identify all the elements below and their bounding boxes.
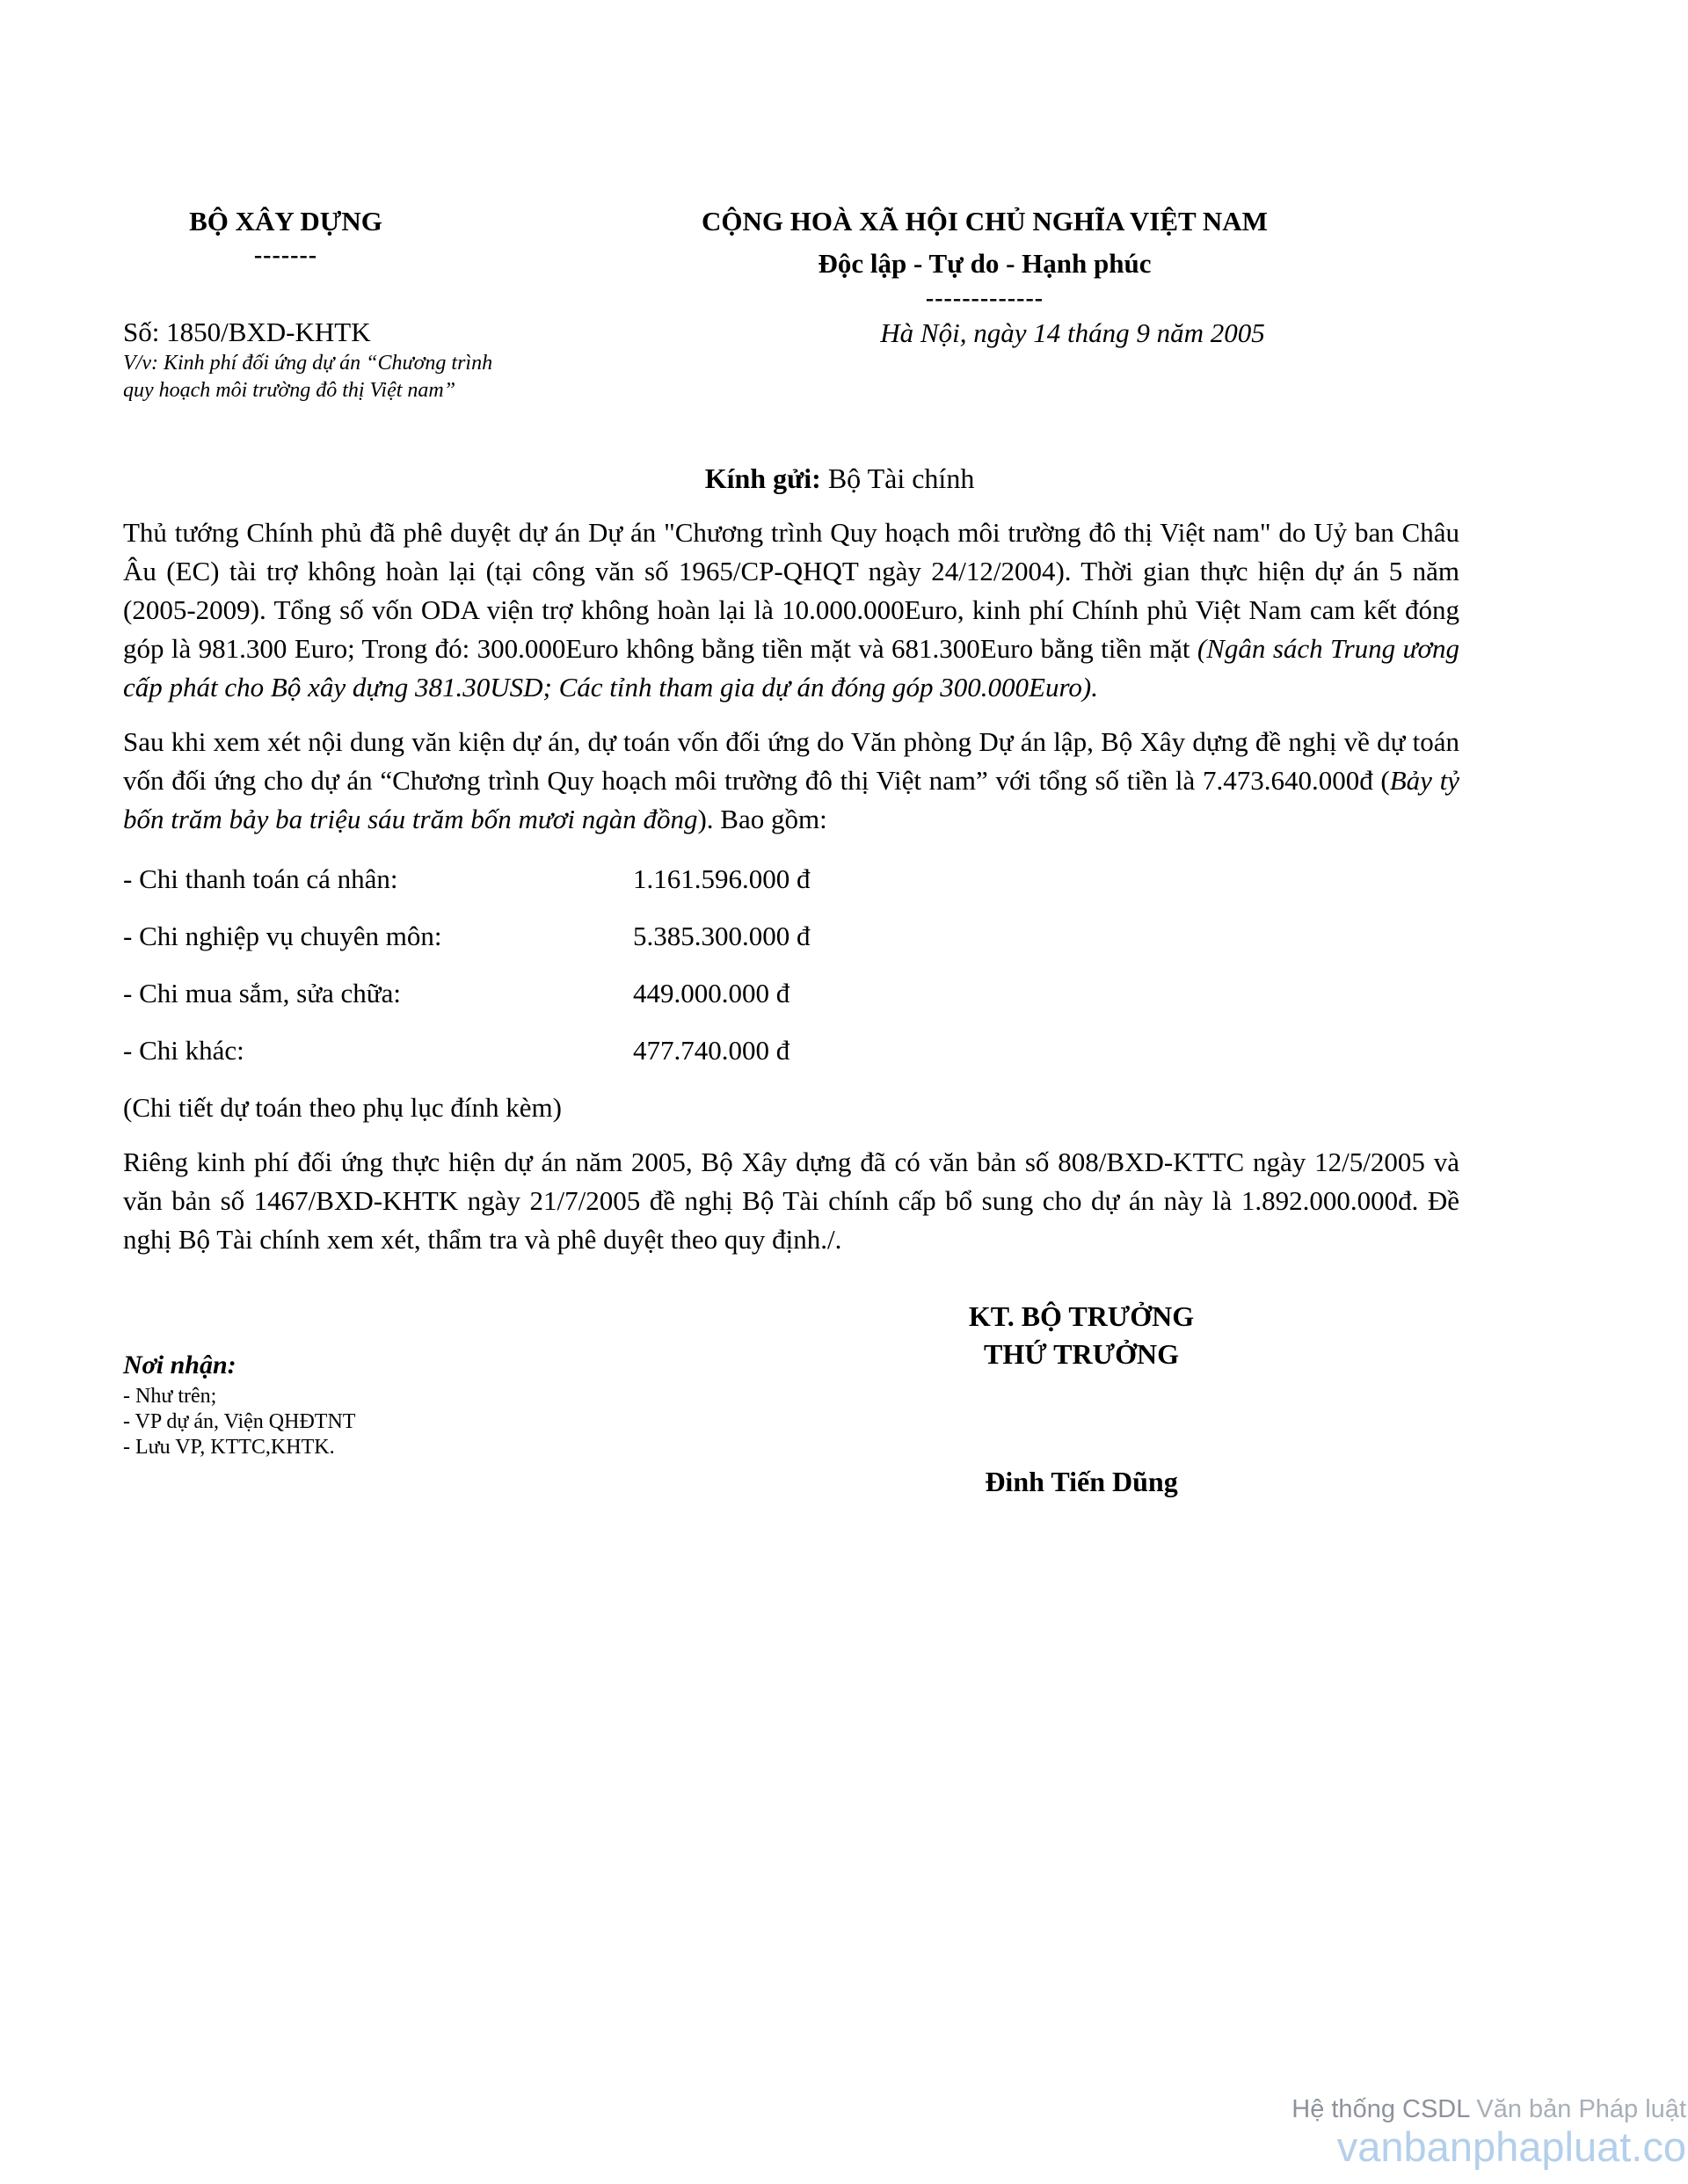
national-title: CỘNG HOÀ XÃ HỘI CHỦ NGHĨA VIỆT NAM: [702, 206, 1268, 237]
expense-label: - Chi khác:: [123, 1035, 244, 1066]
header-right-column: [589, 200, 1380, 404]
expense-amount: 1.161.596.000 đ: [633, 863, 811, 894]
paragraph-2-regular-start: Sau khi xem xét nội dung văn kiện dự án, dự toán vốn đối ứng do Văn phòng Dự án lập, Bộ Xây dựng đề nghị về dự toán vốn đối ứng cho dự án “Chương trình Quy hoạch môi trường đô thị Việt nam” với tổng số tiền là 7.473.640.000đ (: [123, 726, 1459, 796]
paragraph-2: [123, 723, 1459, 839]
national-motto: Độc lập - Tự do - Hạnh phúc: [818, 248, 1152, 279]
expense-list: [123, 860, 1459, 1070]
signer-title-line-1: KT. BỘ TRƯỞNG: [968, 1300, 1195, 1332]
paragraph-1: [123, 513, 1459, 707]
expense-amount: 477.740.000 đ: [633, 1035, 790, 1066]
document-body: [123, 459, 1459, 1259]
list-item: [123, 974, 1459, 1013]
expense-label: - Chi nghiệp vụ chuyên môn:: [123, 921, 442, 951]
recipients-block: [123, 1347, 355, 1460]
paragraph-2-regular-end: ). Bao gồm:: [697, 804, 827, 834]
expense-amount: 5.385.300.000 đ: [633, 921, 811, 951]
document-number: Số: 1850/BXD-KHTK: [123, 317, 371, 347]
watermark-csdl-text: Hệ thống CSDL: [1291, 2095, 1470, 2123]
salutation-recipient: Bộ Tài chính: [820, 462, 975, 494]
list-item: [123, 917, 1459, 956]
recipients-item: - VP dự án, Viện QHĐTNT: [123, 1410, 356, 1433]
salutation-label: Kính gửi:: [704, 462, 821, 494]
subject-line-2: quy hoạch môi trường đô thị Việt nam”: [123, 379, 456, 402]
motto-divider: -------------: [925, 285, 1044, 312]
subject-line-1: V/v: Kinh phí đối ứng dự án “Chương trình: [123, 352, 493, 375]
site-watermark: [1291, 2094, 1686, 2170]
document-subject: [123, 350, 510, 404]
signer-name: Đinh Tiến Dũng: [985, 1466, 1178, 1497]
watermark-vanban-text: Văn bản Pháp luật: [1469, 2095, 1686, 2123]
signer-titles: [835, 1298, 1328, 1373]
paragraph-3: Riêng kinh phí đối ứng thực hiện dự án năm 2005, Bộ Xây dựng đã có văn bản số 808/BXD-KTTC ngày 12/5/2005 và văn bản số 1467/BXD-KHTK ngày 21/7/2005 đề nghị Bộ Tài chính cấp bổ sung cho dự án này là 1.892.000.000đ. Đề nghị Bộ Tài chính xem xét, thẩm tra và phê duyệt theo quy định./.: [123, 1147, 1459, 1255]
paragraph-2-italic: Bảy tỷ bốn trăm bảy ba triệu sáu trăm bốn mươi ngàn đồng: [123, 765, 1459, 834]
list-item: [123, 1031, 1459, 1070]
expense-label: - Chi mua sắm, sửa chữa:: [123, 978, 401, 1008]
signature-area: [123, 1259, 1565, 1822]
header-left-column: [123, 200, 510, 404]
watermark-site-url: vanbanphapluat.co: [1336, 2123, 1686, 2170]
paragraph-1-regular: Thủ tướng Chính phủ đã phê duyệt dự án Dự án "Chương trình Quy hoạch môi trường đô thị Việt nam" do Uỷ ban Châu Âu (EC) tài trợ không hoàn lại (tại công văn số 1965/CP-QHQT ngày 24/12/2004). Thời gian thực hiện dự án 5 năm (2005-2009). Tổng số vốn ODA viện trợ không hoàn lại là 10.000.000Euro, kinh phí Chính phủ Việt Nam cam kết đóng góp là 981.300 Euro; Trong đó: 300.000Euro không bằng tiền mặt và 681.300Euro bằng tiền mặt: [123, 517, 1459, 664]
list-item: [123, 860, 1459, 899]
signer-title-line-2: THỨ TRƯỞNG: [984, 1338, 1179, 1370]
document-header: [0, 0, 1688, 404]
recipients-item: - Lưu VP, KTTC,KHTK.: [123, 1436, 335, 1459]
attachment-note: (Chi tiết dự toán theo phụ lục đính kèm): [123, 1092, 562, 1123]
paragraph-1-italic: (Ngân sách Trung ương cấp phát cho Bộ xây dựng 381.30USD; Các tỉnh tham gia dự án đóng góp 300.000Euro).: [123, 633, 1460, 703]
expense-amount: 449.000.000 đ: [633, 978, 790, 1008]
recipients-label: Nơi nhận:: [123, 1350, 236, 1380]
place-and-date: Hà Nội, ngày 14 tháng 9 năm 2005: [880, 317, 1265, 348]
expense-label: - Chi thanh toán cá nhân:: [123, 863, 398, 894]
salutation-line: [123, 459, 1459, 498]
issuing-org-title: BỘ XÂY DỰNG: [189, 206, 382, 237]
org-divider: -------: [253, 242, 318, 269]
recipients-item: - Như trên;: [123, 1385, 217, 1408]
watermark-system-label: [1291, 2094, 1686, 2124]
